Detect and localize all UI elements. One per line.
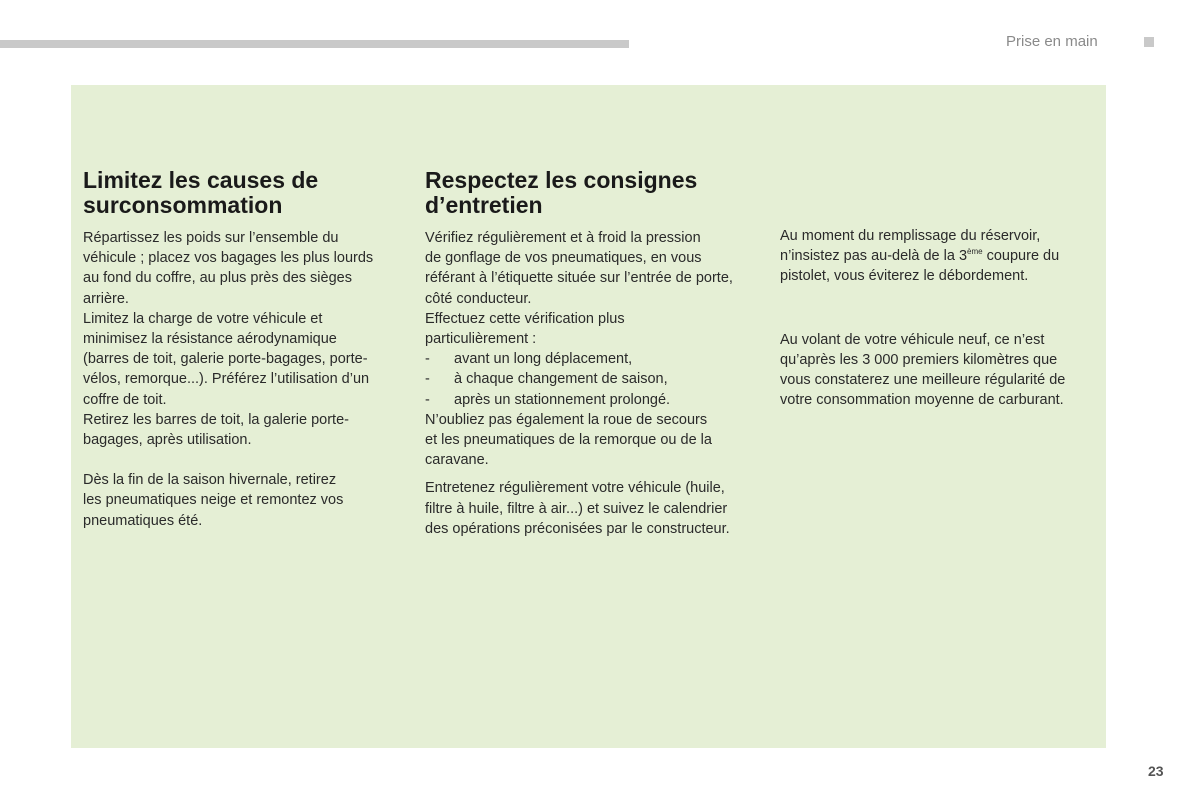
paragraph-load: Répartissez les poids sur l’ensemble du véhicule ; placez vos bagages les plus lourds au fond du coffre, au plus près des sièges arrière. Limitez la charge de votre véhicule et minimisez la résistance aérodynamique (barres de toit, galerie porte-bagages, porte- vélos, remorque...). Préférez l’utilisation d’un coffre de toit. Retirez les barres de toit, la galerie porte- bagages, après utilisation. xyxy=(83,230,374,449)
heading-maintenance: Respectez les consignes d’entretien xyxy=(425,167,698,218)
list-item: - après un stationnement prolongé. xyxy=(425,391,671,408)
column-maintenance xyxy=(425,168,765,539)
check-list xyxy=(425,349,765,410)
paragraph-winter-tyres: Dès la fin de la saison hivernale, retirez les pneumatiques neige et remontez vos pneumatiques été. xyxy=(83,472,344,529)
heading-fuel-consumption: Limitez les causes de surconsommation xyxy=(83,167,319,218)
paragraph-new-vehicle: Au volant de votre véhicule neuf, ce n’est qu’après les 3 000 premiers kilomètres que vous constaterez une meilleure régularité de votre consommation moyenne de carburant. xyxy=(780,331,1066,409)
section-title: Prise en main xyxy=(1006,33,1098,50)
list-item: - avant un long déplacement, xyxy=(425,351,633,368)
header-rule xyxy=(0,40,629,48)
list-item: - à chaque changement de saison, xyxy=(425,371,668,388)
paragraph-tyre-pressure: Vérifiez régulièrement et à froid la pression de gonflage de vos pneumatiques, en vous référant à l’étiquette située sur l’entrée de porte, côté conducteur. Effectuez cette vérification plus particulièrement : xyxy=(425,230,733,348)
section-marker-square xyxy=(1144,37,1154,47)
column-refuelling xyxy=(780,226,1100,410)
column-fuel-consumption xyxy=(83,168,403,531)
page-number: 23 xyxy=(1148,763,1164,779)
paragraph-service-schedule: Entretenez régulièrement votre véhicule (huile, filtre à huile, filtre à air...) et suivez le calendrier des opérations préconisées par le constructeur. xyxy=(425,480,730,537)
paragraph-spare-wheel: N’oubliez pas également la roue de secours et les pneumatiques de la remorque ou de la caravane. xyxy=(425,411,712,469)
paragraph-refuelling: Au moment du remplissage du réservoir, n’insistez pas au-delà de la 3ème coupure du pistolet, vous éviterez le débordement. xyxy=(780,228,1060,285)
